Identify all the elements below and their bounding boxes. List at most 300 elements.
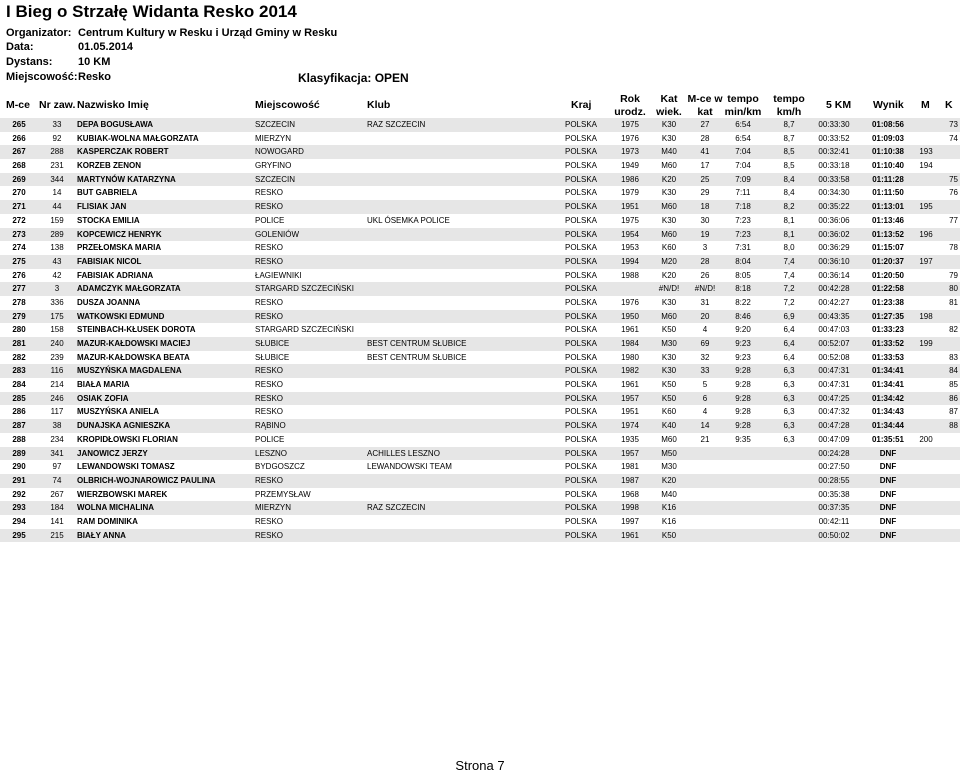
cell-bib: 288: [50, 147, 64, 157]
cell-category: M50: [661, 448, 677, 458]
cell-name: WOLNA MICHALINA: [77, 503, 155, 513]
cell-birth-year: 1951: [621, 407, 639, 417]
table-row: [0, 145, 960, 159]
cell-pace: 7:04: [735, 147, 751, 157]
cell-birth-year: 1961: [621, 380, 639, 390]
cell-bib: 336: [50, 297, 64, 307]
cell-pace: 8:22: [735, 297, 751, 307]
col-cat-place-l2: kat: [697, 106, 713, 118]
cell-city: MIERZYN: [255, 503, 291, 513]
cell-cat-place: 30: [700, 215, 710, 225]
cell-place: 269: [12, 174, 26, 184]
cell-name: FABISIAK NICOL: [77, 256, 142, 266]
cell-result: 01:34:44: [871, 421, 905, 431]
cell-women-place: 85: [949, 380, 958, 390]
cell-place: 288: [12, 434, 26, 444]
cell-club: ACHILLES LESZNO: [367, 448, 440, 458]
cell-bib: 44: [52, 202, 62, 212]
cell-pace: 7:11: [735, 188, 751, 198]
cell-bib: 43: [52, 256, 62, 266]
cell-speed: 6,3: [783, 380, 795, 390]
cell-result: 01:13:46: [871, 215, 905, 225]
cell-cat-place: 14: [700, 421, 710, 431]
col-men: M: [921, 99, 930, 111]
cell-name: KOPCEWICZ HENRYK: [77, 229, 162, 239]
cell-name: BIAŁA MARIA: [77, 380, 130, 390]
cell-result: 01:11:28: [872, 174, 904, 184]
cell-place: 291: [12, 475, 26, 485]
cell-category: M60: [661, 161, 677, 171]
cell-place: 295: [12, 530, 26, 540]
cell-category: #N/D!: [658, 284, 680, 294]
cell-women-place: 75: [949, 174, 958, 184]
cell-pace: 8:18: [735, 284, 751, 294]
cell-speed: 8,7: [783, 120, 795, 129]
cell-city: POLICE: [255, 215, 285, 225]
cell-result: 01:33:23: [871, 325, 905, 335]
cell-bib: 97: [52, 462, 62, 472]
cell-cat-place: 25: [700, 174, 710, 184]
cell-birth-year: 1968: [621, 489, 639, 499]
cell-bib: 215: [50, 530, 64, 540]
cell-place: 283: [12, 366, 26, 376]
cell-name: KROPIDŁOWSKI FLORIAN: [77, 434, 178, 444]
cell-cat-place: 69: [700, 339, 710, 348]
cell-split-5km: 00:47:25: [818, 393, 850, 403]
cell-city: MIERZYN: [255, 133, 291, 143]
cell-split-5km: 00:24:28: [818, 448, 850, 458]
table-row: [0, 351, 960, 365]
cell-category: M20: [661, 256, 677, 266]
cell-place: 268: [12, 161, 26, 171]
cell-split-5km: 00:36:02: [818, 229, 850, 239]
meta-value: Resko: [78, 71, 112, 83]
cell-pace: 9:28: [735, 407, 751, 417]
cell-category: K30: [661, 188, 677, 198]
cell-name: MUSZYŃSKA ANIELA: [77, 407, 160, 417]
cell-speed: 6,4: [783, 352, 795, 362]
meta-organizer: [6, 27, 337, 39]
cell-category: K40: [661, 421, 677, 431]
cell-category: K20: [661, 475, 677, 485]
cell-place: 276: [12, 270, 26, 280]
cell-country: POLSKA: [565, 311, 598, 321]
cell-result: DNF: [879, 462, 897, 472]
table-row: [0, 310, 960, 324]
cell-place: 292: [12, 489, 26, 499]
cell-pace: 9:20: [735, 325, 751, 335]
cell-speed: 8,2: [783, 202, 795, 212]
cell-country: POLSKA: [565, 489, 598, 499]
cell-birth-year: 1954: [621, 229, 639, 239]
col-pace-l1: tempo: [727, 93, 759, 105]
cell-country: POLSKA: [565, 284, 598, 294]
meta-label: Data:: [6, 41, 34, 53]
cell-speed: 6,4: [783, 339, 795, 348]
cell-city: RĄBINO: [255, 421, 286, 431]
cell-cat-place: 4: [702, 325, 708, 335]
cell-category: M60: [661, 229, 677, 239]
cell-women-place: 83: [949, 352, 958, 362]
cell-split-5km: 00:35:38: [818, 489, 850, 499]
meta-label: Miejscowość:: [6, 71, 78, 83]
col-result: Wynik: [873, 99, 904, 111]
cell-result: DNF: [879, 489, 897, 499]
cell-speed: 7,4: [783, 256, 795, 266]
cell-category: K30: [661, 133, 677, 143]
cell-speed: 8,0: [783, 243, 795, 253]
cell-split-5km: 00:33:30: [818, 120, 850, 129]
table-row: [0, 337, 960, 351]
cell-women-place: 88: [949, 421, 958, 431]
cell-category: K20: [661, 174, 677, 184]
cell-pace: 7:23: [735, 215, 751, 225]
cell-name: MUSZYŃSKA MAGDALENA: [77, 366, 182, 376]
cell-men-place: 198: [919, 311, 933, 321]
cell-pace: 9:28: [735, 366, 751, 376]
cell-speed: 7,4: [783, 270, 795, 280]
cell-result: 01:13:01: [871, 202, 905, 212]
cell-place: 294: [12, 516, 26, 526]
cell-speed: 6,3: [783, 434, 795, 444]
cell-women-place: 74: [949, 133, 958, 143]
cell-birth-year: 1975: [621, 215, 639, 225]
cell-club: BEST CENTRUM SŁUBICE: [367, 339, 467, 348]
cell-birth-year: 1949: [621, 161, 639, 171]
cell-country: POLSKA: [565, 530, 598, 540]
cell-pace: 9:28: [735, 380, 751, 390]
cell-women-place: 76: [949, 188, 958, 198]
cell-birth-year: 1951: [621, 202, 639, 212]
cell-women-place: 79: [949, 270, 958, 280]
cell-name: DEPA BOGUSŁAWA: [77, 120, 154, 129]
cell-city: SZCZECIN: [255, 120, 295, 129]
cell-birth-year: 1957: [621, 448, 639, 458]
cell-speed: 6,3: [783, 393, 795, 403]
cell-birth-year: 1961: [621, 530, 639, 540]
cell-country: POLSKA: [565, 516, 598, 526]
table-row: [0, 255, 960, 269]
cell-cat-place: 27: [700, 120, 710, 129]
cell-split-5km: 00:28:55: [818, 475, 850, 485]
table-row: [0, 118, 960, 132]
cell-city: RESKO: [255, 243, 284, 253]
cell-birth-year: 1986: [621, 174, 639, 184]
cell-pace: 7:18: [735, 202, 751, 212]
cell-country: POLSKA: [565, 434, 598, 444]
cell-country: POLSKA: [565, 270, 598, 280]
table-row: [0, 296, 960, 310]
meta-value: 10 KM: [78, 56, 111, 68]
cell-city: NOWOGARD: [255, 147, 304, 157]
cell-cat-place: 32: [700, 352, 710, 362]
cell-result: DNF: [879, 516, 897, 526]
cell-bib: 341: [50, 448, 64, 458]
cell-speed: 6,3: [783, 407, 795, 417]
cell-speed: 6,3: [783, 421, 795, 431]
cell-pace: 6:54: [735, 120, 751, 129]
cell-bib: 267: [50, 489, 64, 499]
cell-name: FABISIAK ADRIANA: [77, 270, 154, 280]
table-row: [0, 282, 960, 296]
cell-club: LEWANDOWSKI TEAM: [367, 462, 452, 472]
cell-club: RAZ SZCZECIN: [367, 503, 426, 513]
cell-club: BEST CENTRUM SŁUBICE: [367, 352, 467, 362]
cell-name: JANOWICZ JERZY: [77, 448, 148, 458]
cell-country: POLSKA: [565, 407, 598, 417]
table-row: [0, 447, 960, 461]
cell-name: DUNAJSKA AGNIESZKA: [77, 421, 171, 431]
cell-category: K50: [661, 393, 677, 403]
cell-cat-place: 28: [700, 256, 710, 266]
cell-name: WIERZBOWSKI MAREK: [77, 489, 168, 499]
cell-result: 01:34:42: [871, 393, 905, 403]
cell-result: 01:10:38: [871, 147, 905, 157]
cell-split-5km: 00:36:06: [818, 215, 850, 225]
cell-split-5km: 00:36:29: [818, 243, 850, 253]
cell-speed: 7,2: [783, 284, 795, 294]
cell-place: 282: [12, 352, 26, 362]
cell-country: POLSKA: [565, 366, 598, 376]
cell-split-5km: 00:32:41: [818, 147, 850, 157]
col-country: Kraj: [571, 99, 592, 111]
col-speed-l2: km/h: [776, 106, 802, 118]
cell-result: DNF: [879, 448, 897, 458]
table-row: [0, 241, 960, 255]
cell-bib: 141: [50, 516, 64, 526]
col-category-l1: Kat: [660, 93, 678, 105]
cell-split-5km: 00:47:09: [818, 434, 850, 444]
cell-category: M60: [661, 311, 677, 321]
cell-country: POLSKA: [565, 339, 598, 348]
cell-bib: 158: [50, 325, 64, 335]
table-row: [0, 501, 960, 515]
table-row: [0, 529, 960, 543]
cell-result: 01:09:03: [871, 133, 905, 143]
cell-result: 01:34:41: [871, 366, 905, 376]
cell-bib: 214: [50, 380, 64, 390]
cell-birth-year: 1994: [621, 256, 639, 266]
cell-city: RESKO: [255, 530, 284, 540]
cell-category: K16: [661, 516, 677, 526]
cell-category: K60: [661, 243, 677, 253]
cell-city: RESKO: [255, 366, 284, 376]
cell-cat-place: 28: [700, 133, 710, 143]
cell-name: ADAMCZYK MAŁGORZATA: [77, 284, 181, 294]
cell-pace: 9:28: [735, 393, 751, 403]
table-row: [0, 405, 960, 419]
cell-country: POLSKA: [565, 161, 598, 171]
cell-place: 270: [12, 188, 26, 198]
cell-club: RAZ SZCZECIN: [367, 120, 426, 129]
cell-result: 01:27:35: [871, 311, 905, 321]
cell-split-5km: 00:43:35: [818, 311, 850, 321]
cell-speed: 6,3: [783, 366, 795, 376]
cell-category: K20: [661, 270, 677, 280]
cell-result: 01:33:52: [871, 339, 905, 348]
cell-split-5km: 00:42:28: [818, 284, 850, 294]
cell-place: 271: [12, 202, 26, 212]
cell-speed: 8,7: [783, 133, 795, 143]
cell-bib: 117: [50, 407, 64, 417]
cell-category: K16: [661, 503, 677, 513]
cell-birth-year: 1975: [621, 120, 639, 129]
cell-women-place: 80: [949, 284, 958, 294]
cell-city: RESKO: [255, 202, 284, 212]
cell-category: K50: [661, 530, 677, 540]
cell-birth-year: 1976: [621, 133, 639, 143]
cell-cat-place: 33: [700, 366, 710, 376]
cell-club: UKL ÓSEMKA POLICE: [367, 215, 450, 225]
col-city: Miejscowość: [255, 99, 320, 111]
cell-bib: 116: [50, 366, 64, 376]
meta-distance: [6, 56, 110, 68]
cell-name: MAZUR-KAŁDOWSKI MACIEJ: [77, 339, 191, 348]
col-women: K: [945, 99, 953, 111]
cell-result: 01:35:51: [871, 434, 905, 444]
cell-birth-year: 1974: [621, 421, 639, 431]
cell-name: RAM DOMINIKA: [77, 516, 138, 526]
cell-bib: 14: [52, 188, 62, 198]
cell-city: SŁUBICE: [255, 339, 290, 348]
cell-birth-year: 1997: [621, 516, 639, 526]
cell-cat-place: 6: [702, 393, 708, 403]
cell-name: DUSZA JOANNA: [77, 297, 141, 307]
cell-men-place: 197: [919, 256, 933, 266]
cell-speed: 8,5: [783, 161, 795, 171]
cell-split-5km: 00:35:22: [818, 202, 850, 212]
cell-result: 01:11:50: [872, 188, 904, 198]
cell-result: 01:10:40: [871, 161, 905, 171]
cell-name: STOCKA EMILIA: [77, 215, 140, 225]
cell-place: 281: [12, 339, 26, 348]
table-row: [0, 392, 960, 406]
cell-split-5km: 00:36:14: [818, 270, 850, 280]
cell-city: SZCZECIN: [255, 174, 295, 184]
cell-result: DNF: [879, 475, 897, 485]
cell-speed: 8,4: [783, 188, 795, 198]
table-row: [0, 419, 960, 433]
cell-birth-year: 1950: [621, 311, 639, 321]
cell-cat-place: 29: [700, 188, 710, 198]
table-row: [0, 323, 960, 337]
cell-place: 278: [12, 297, 26, 307]
cell-split-5km: 00:52:07: [818, 339, 850, 348]
cell-pace: 9:23: [735, 352, 751, 362]
col-cat-place-l1: M-ce w: [687, 93, 723, 105]
cell-country: POLSKA: [565, 188, 598, 198]
cell-place: 284: [12, 380, 26, 390]
cell-category: M40: [661, 489, 677, 499]
col-category: [654, 93, 684, 119]
col-birth-year: [614, 93, 646, 119]
cell-split-5km: 00:47:31: [818, 380, 850, 390]
cell-bib: 344: [50, 174, 64, 184]
cell-women-place: 81: [949, 297, 958, 307]
cell-city: LESZNO: [255, 448, 288, 458]
cell-women-place: 84: [949, 366, 958, 376]
cell-place: 293: [12, 503, 26, 513]
cell-name: BIAŁY ANNA: [77, 530, 126, 540]
cell-women-place: 77: [949, 215, 958, 225]
cell-country: POLSKA: [565, 133, 598, 143]
cell-city: RESKO: [255, 475, 284, 485]
cell-birth-year: 1976: [621, 297, 639, 307]
cell-women-place: 78: [949, 243, 958, 253]
cell-result: 01:34:41: [871, 380, 905, 390]
cell-split-5km: 00:33:18: [818, 161, 850, 171]
cell-split-5km: 00:34:30: [818, 188, 850, 198]
cell-city: RESKO: [255, 256, 284, 266]
cell-result: DNF: [879, 503, 897, 513]
cell-country: POLSKA: [565, 256, 598, 266]
meta-label: Dystans:: [6, 56, 53, 68]
cell-city: RESKO: [255, 516, 284, 526]
cell-speed: 8,1: [783, 229, 795, 239]
cell-category: M60: [661, 434, 677, 444]
results-table: [0, 118, 960, 542]
cell-bib: 38: [52, 421, 62, 431]
cell-split-5km: 00:36:10: [818, 256, 850, 266]
cell-place: 274: [12, 243, 26, 253]
cell-split-5km: 00:42:11: [818, 516, 850, 526]
cell-city: RESKO: [255, 393, 284, 403]
cell-category: K50: [661, 325, 677, 335]
cell-category: M40: [661, 147, 677, 157]
cell-bib: 33: [52, 120, 62, 129]
cell-result: 01:08:56: [871, 120, 905, 129]
cell-place: 277: [12, 284, 26, 294]
cell-city: POLICE: [255, 434, 285, 444]
cell-category: M30: [661, 339, 677, 348]
cell-city: RESKO: [255, 407, 284, 417]
cell-country: POLSKA: [565, 202, 598, 212]
cell-birth-year: 1935: [621, 434, 639, 444]
cell-country: POLSKA: [565, 352, 598, 362]
cell-speed: 7,2: [783, 297, 795, 307]
meta-label: Organizator:: [6, 27, 72, 39]
cell-result: 01:22:58: [871, 284, 905, 294]
cell-name: KASPERCZAK ROBERT: [77, 147, 169, 157]
cell-pace: 9:35: [735, 434, 751, 444]
cell-place: 289: [12, 448, 26, 458]
cell-place: 290: [12, 462, 26, 472]
cell-result: 01:34:43: [871, 407, 905, 417]
cell-split-5km: 00:47:32: [818, 407, 850, 417]
meta-value: Centrum Kultury w Resku i Urząd Gminy w Resku: [78, 27, 338, 39]
cell-birth-year: 1982: [621, 366, 639, 376]
cell-men-place: 195: [919, 202, 933, 212]
cell-place: 279: [12, 311, 26, 321]
cell-women-place: 86: [949, 393, 958, 403]
cell-category: M60: [661, 202, 677, 212]
cell-speed: 6,9: [783, 311, 795, 321]
col-place: M-ce: [6, 99, 30, 111]
cell-cat-place: 20: [700, 311, 710, 321]
cell-name: WATKOWSKI EDMUND: [77, 311, 165, 321]
cell-place: 285: [12, 393, 26, 403]
cell-cat-place: #N/D!: [694, 284, 716, 294]
cell-birth-year: 1987: [621, 475, 639, 485]
cell-city: STARGARD SZCZECIŃSKI: [255, 284, 354, 294]
cell-bib: 92: [52, 133, 62, 143]
cell-category: K30: [661, 215, 677, 225]
cell-birth-year: 1979: [621, 188, 639, 198]
col-pace: [724, 93, 762, 119]
cell-place: 280: [12, 325, 26, 335]
cell-pace: 7:31: [735, 243, 751, 253]
cell-city: SŁUBICE: [255, 352, 290, 362]
